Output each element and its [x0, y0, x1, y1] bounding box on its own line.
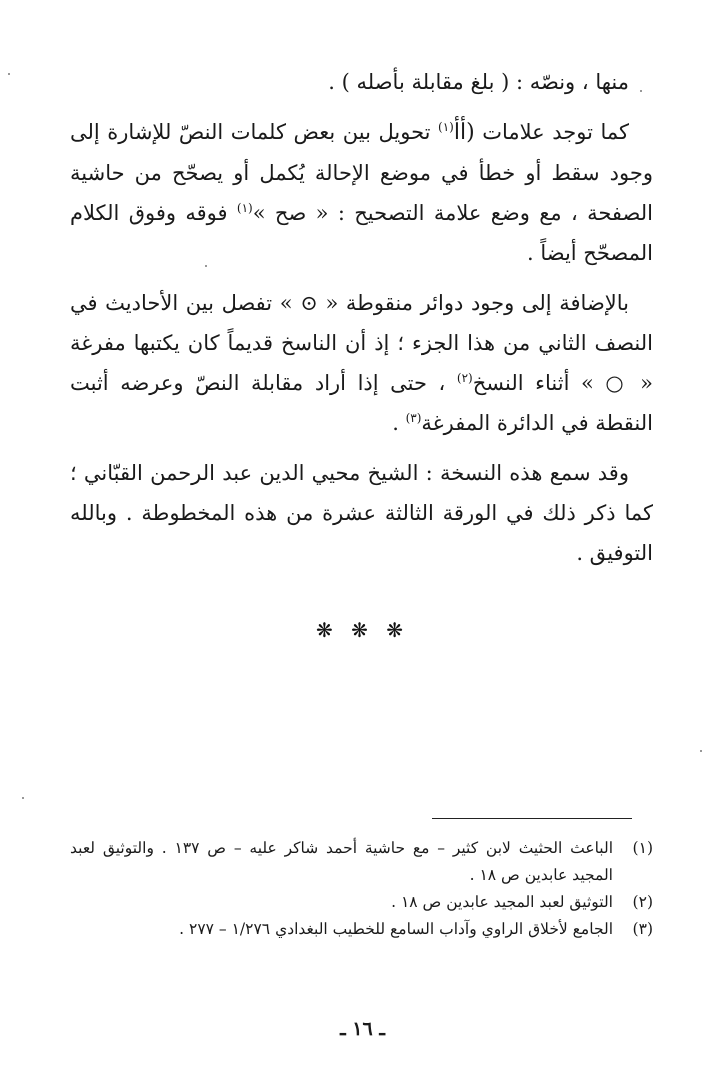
footnote-item [70, 916, 653, 943]
transfer-marks: (ﺃﺃ [453, 120, 475, 145]
footnote-ref[interactable]: (٢) [456, 371, 473, 385]
footnote-divider [432, 818, 632, 819]
paragraph-3-text-c: . [392, 411, 406, 435]
main-text [70, 62, 653, 583]
footnote-item [70, 889, 653, 916]
scan-speck [205, 265, 207, 267]
footnote-number: (١) [632, 839, 653, 857]
paragraph-3-text-b: ، حتى إذا أراد مقابلة النصّ وعرضه أثبت النقطة في الدائرة المفرغة [70, 371, 653, 435]
scan-speck [700, 750, 702, 752]
footnote-number: (٣) [632, 920, 653, 938]
footnote-ref[interactable]: (١) [438, 120, 454, 134]
paragraph-2 [70, 112, 653, 273]
footnotes [70, 835, 653, 943]
scan-speck [8, 73, 10, 75]
footnote-text: الجامع لأخلاق الراوي وآداب السامع للخطيب البغدادي ١/٢٧٦ – ٢٧٧ . [179, 920, 613, 938]
paragraph-3 [70, 283, 653, 443]
footnote-item [70, 835, 653, 889]
scan-speck [22, 797, 24, 799]
footnote-number: (٢) [632, 893, 653, 911]
page-number: ـ ١٦ ـ [340, 1018, 385, 1040]
paragraph-2-text-a: كما توجد علامات [474, 120, 629, 144]
footnote-text: الباعث الحثيث لابن كثير – مع حاشية أحمد شاكر عليه – ص ١٣٧ . والتوثيق لعبد المجيد عابدين ص ١٨ . [70, 839, 614, 884]
scan-speck [640, 90, 642, 92]
paragraph-3-text-a: بالإضافة إلى وجود دوائر منقوطة « ⊙ » تفصل بين الأحاديث في النصف الثاني من هذا الجزء ؛ إذ أن الناسخ قديماً كان يكتبها مفرغة « ○ » أثناء النسخ [70, 291, 653, 395]
footnote-text: التوثيق لعبد المجيد عابدين ص ١٨ . [391, 893, 613, 911]
footnote-ref[interactable]: (٣) [405, 411, 422, 425]
paragraph-1 [70, 62, 653, 102]
paragraph-4-text: وقد سمع هذه النسخة : الشيخ محيي الدين عبد الرحمن القبّاني ؛ كما ذكر ذلك في الورقة الثالثة عشرة من هذه المخطوطة . وبالله التوفيق . [70, 461, 653, 565]
section-ornament: ❋ ❋ ❋ [316, 618, 409, 642]
paragraph-2-text-c: فوقه وفوق الكلام المصحّح أيضاً . [70, 201, 653, 265]
paragraph-2-text-b: تحويل بين بعض كلمات النصّ للإشارة إلى وجود سقط أو خطأ في موضع الإحالة يُكمل أو يصحّح من حاشية الصفحة ، مع وضع علامة التصحيح : « صح » [70, 120, 653, 225]
paragraph-4 [70, 453, 653, 573]
paragraph-1-text: منها ، ونصّه : ( بلغ مقابلة بأصله ) . [328, 70, 629, 94]
footnote-ref[interactable]: (١) [236, 201, 253, 215]
